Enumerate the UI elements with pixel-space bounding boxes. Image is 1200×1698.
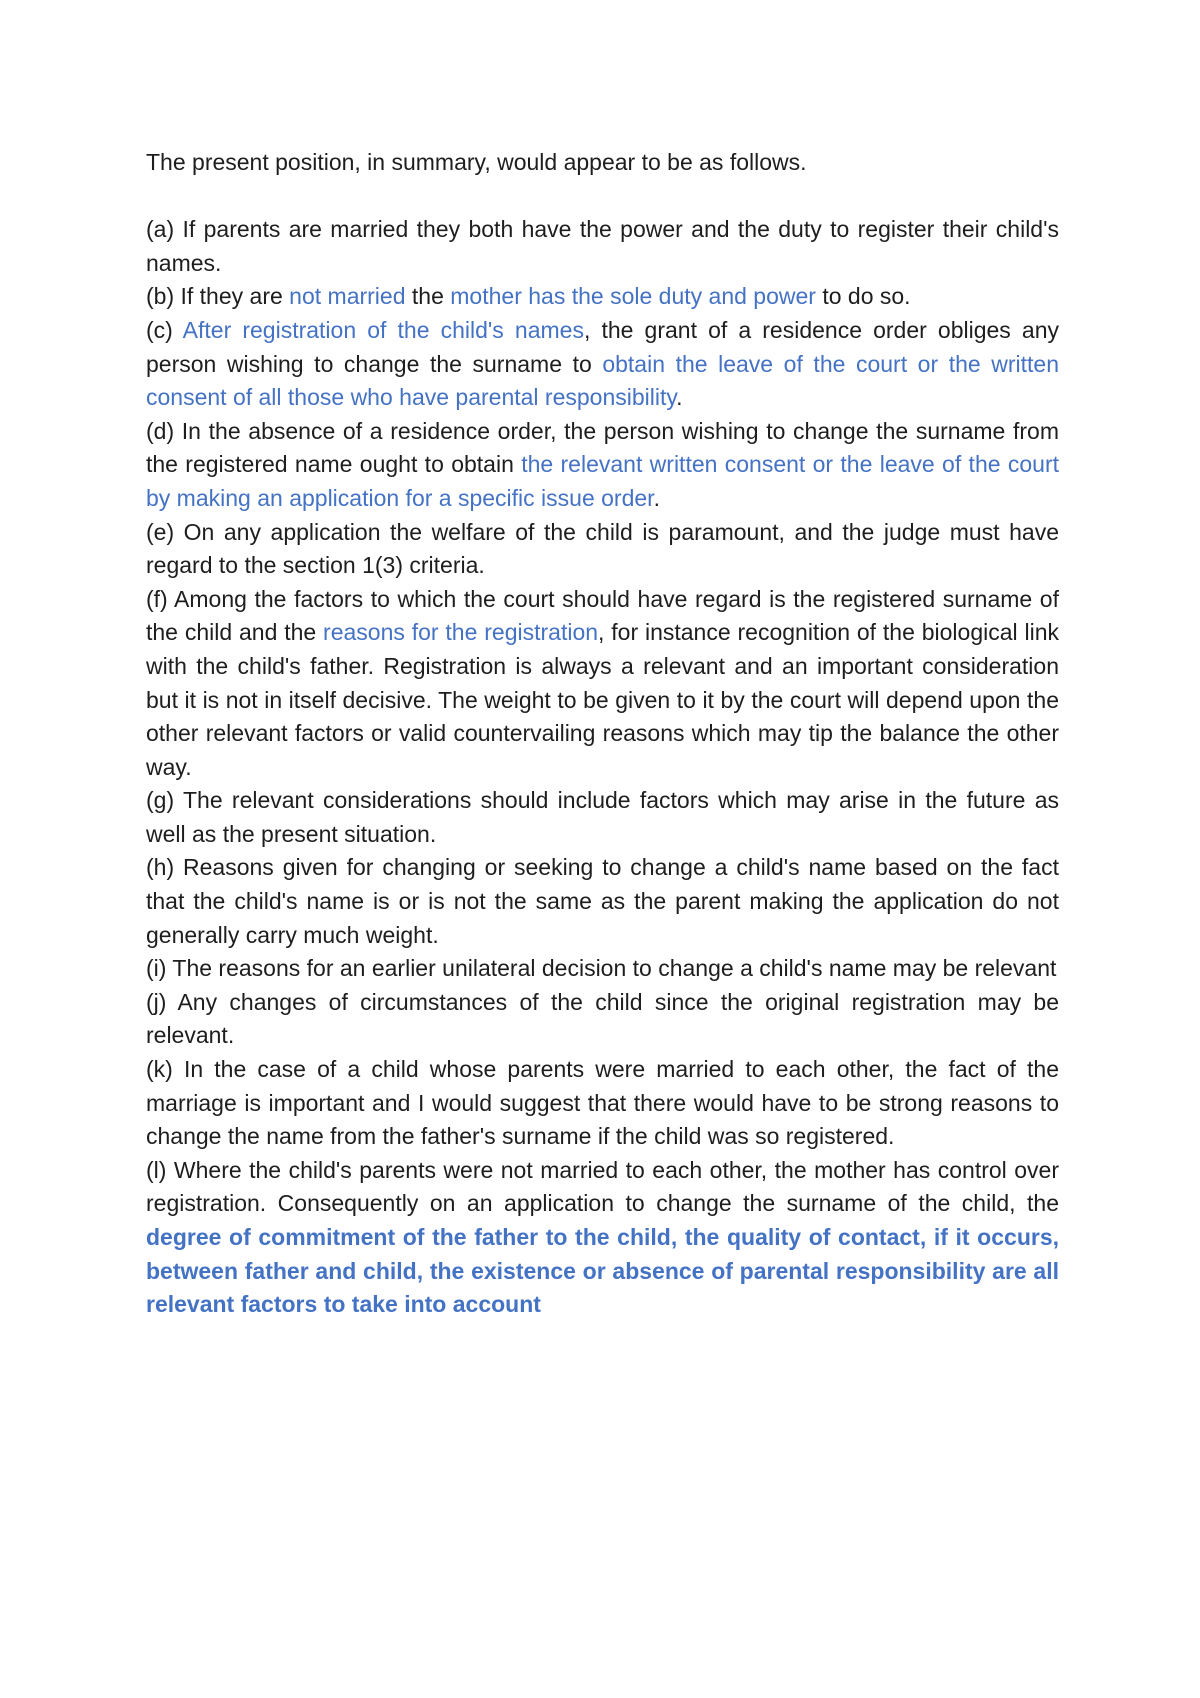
document-body bbox=[146, 146, 1059, 1322]
item-b-text-3: to do so. bbox=[815, 283, 911, 310]
item-c-text-2: , the grant of a residence order obliges any person wishing to change the surname to bbox=[146, 316, 1059, 377]
item-d bbox=[146, 415, 1059, 516]
item-d-highlight-1: the relevant written consent or the leave of the court by making an application for a specific issue order bbox=[146, 451, 1060, 511]
item-b-text-1: (b) If they are bbox=[146, 283, 290, 310]
item-b-highlight-1: not married bbox=[289, 283, 406, 310]
item-f-text-1: (f) Among the factors to which the court should have regard is the registered surname of the child and the bbox=[146, 585, 1059, 646]
item-i-text: (i) The reasons for an earlier unilateral decision to change a child's name may be relevant bbox=[146, 955, 1057, 982]
item-c-text-1: (c) bbox=[146, 316, 183, 343]
item-i bbox=[146, 952, 1059, 986]
item-g-text: (g) The relevant considerations should include factors which may arise in the future as well as the present situation. bbox=[146, 787, 1059, 847]
item-e bbox=[146, 516, 1059, 583]
item-j-text: (j) Any changes of circumstances of the child since the original registration may be relevant. bbox=[146, 988, 1059, 1049]
item-b-text-2: the bbox=[405, 283, 451, 310]
item-k-text: (k) In the case of a child whose parents were married to each other, the fact of the marriage is important and I would suggest that there would have to be strong reasons to change the name from the father's surname if the child was so registered. bbox=[146, 1056, 1059, 1150]
item-a-text: (a) If parents are married they both have the power and the duty to register their child's names. bbox=[146, 216, 1059, 276]
item-f-highlight-1: reasons for the registration bbox=[323, 619, 599, 646]
item-c-highlight-2: obtain the leave of the court or the written consent of all those who have parental responsibility bbox=[146, 350, 1059, 411]
item-d-text-2: . bbox=[653, 484, 660, 511]
item-f-text-2: , for instance recognition of the biological link with the child's father. Registration is always a relevant and an important consideration but it is not in itself decisive. The weight to be given to it by the court will depend upon the other relevant factors or valid countervailing reasons which may tip the balance the other way. bbox=[146, 619, 1059, 780]
item-a bbox=[146, 213, 1059, 280]
intro-paragraph: The present position, in summary, would appear to be as follows. bbox=[146, 149, 807, 175]
item-f bbox=[146, 583, 1059, 785]
item-k bbox=[146, 1053, 1059, 1154]
item-d-text-1: (d) In the absence of a residence order, the person wishing to change the surname from the registered name ought to obtain bbox=[146, 417, 1059, 478]
item-l bbox=[146, 1154, 1059, 1322]
item-l-text-1: (l) Where the child's parents were not married to each other, the mother has control over registration. Consequently on an application to change the surname of the child, the bbox=[146, 1156, 1059, 1217]
item-b bbox=[146, 280, 1059, 314]
item-h bbox=[146, 851, 1059, 952]
item-e-text: (e) On any application the welfare of the child is paramount, and the judge must have regard to the section 1(3) criteria. bbox=[146, 518, 1059, 579]
item-g bbox=[146, 784, 1059, 851]
item-l-highlight-1: degree of commitment of the father to the child, the quality of contact, if it occurs, between father and child, the existence or absence of parental responsibility are all relevant factors to take into account bbox=[146, 1224, 1059, 1318]
item-c-text-3: . bbox=[676, 384, 683, 411]
item-j bbox=[146, 986, 1059, 1053]
item-b-highlight-2: mother has the sole duty and power bbox=[450, 283, 816, 310]
item-c-highlight-1: After registration of the child's names bbox=[182, 316, 584, 343]
item-c bbox=[146, 314, 1059, 415]
item-h-text: (h) Reasons given for changing or seeking to change a child's name based on the fact that the child's name is or is not the same as the parent making the application do not generally carry much weight. bbox=[146, 854, 1059, 948]
